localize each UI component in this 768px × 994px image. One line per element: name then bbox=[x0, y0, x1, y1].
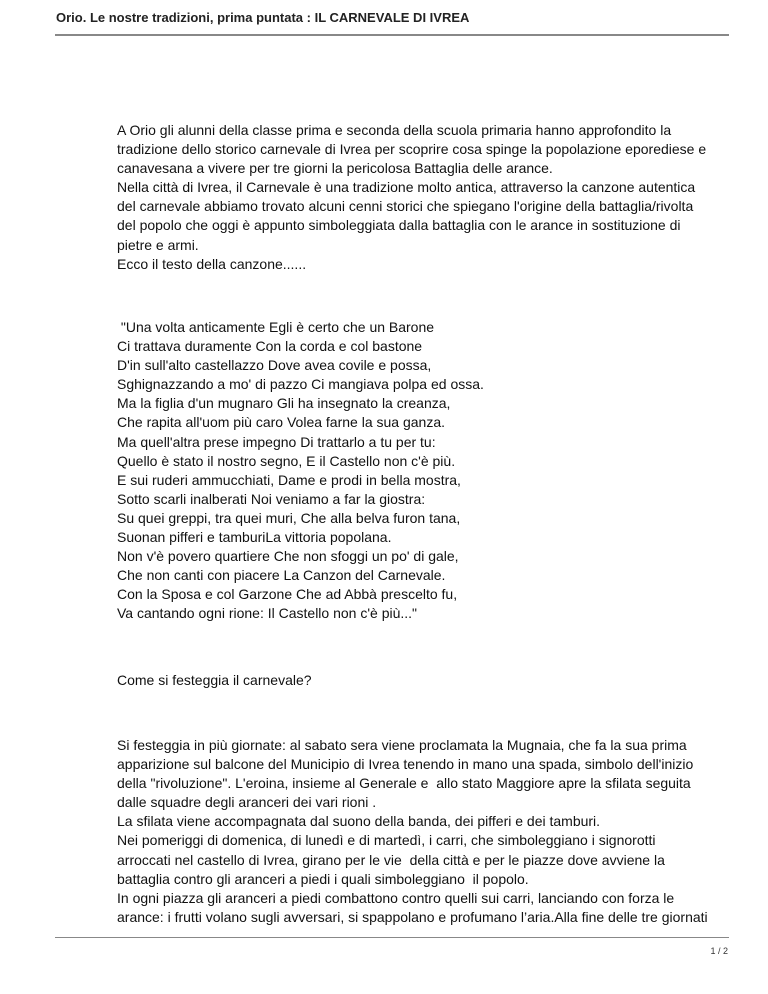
text-line: del popolo che oggi è appunto simboleggiata dalla battaglia con le arance in sostituzione di bbox=[117, 217, 681, 234]
text-line: apparizione sul balcone del Municipio di Ivrea tenendo in mano una spada, simbolo dell'inizio bbox=[117, 756, 694, 773]
text-line: Ma la figlia d'un mugnaro Gli ha insegnato la creanza, bbox=[117, 395, 451, 412]
intro-paragraph bbox=[117, 121, 706, 274]
text-line: Nella città di Ivrea, il Carnevale è una tradizione molto antica, attraverso la canzone autentica bbox=[117, 179, 696, 196]
text-line: A Orio gli alunni della classe prima e seconda della scuola primaria hanno approfondito la bbox=[117, 122, 672, 138]
text-line: Ecco il testo della canzone...... bbox=[117, 255, 307, 272]
text-line: Nei pomeriggi di domenica, di lunedì e di martedì, i carri, che simboleggiano i signorotti bbox=[117, 832, 656, 849]
text-line: Quello è stato il nostro segno, E il Castello non c'è più. bbox=[117, 452, 456, 469]
text-line: D'in sull'alto castellazzo Dove avea covile e possa, bbox=[117, 357, 432, 374]
text-line: Ci trattava duramente Con la corda e col bastone bbox=[117, 338, 423, 355]
header-divider bbox=[55, 34, 729, 36]
text-line: Che non canti con piacere La Canzon del Carnevale. bbox=[117, 567, 446, 584]
text-line: Si festeggia in più giornate: al sabato sera viene proclamata la Mugnaia, che fa la sua prima bbox=[117, 737, 687, 753]
text-line: Non v'è povero quartiere Che non sfoggi un po' di gale, bbox=[117, 548, 459, 565]
text-line: della "rivoluzione". L'eroina, insieme al Generale e allo stato Maggiore apre la sfilata seguita bbox=[117, 775, 691, 792]
text-line: Suonan pifferi e tamburiLa vittoria popolana. bbox=[117, 529, 392, 546]
text-line: Su quei greppi, tra quei muri, Che alla belva furon tana, bbox=[117, 509, 461, 526]
text-line: Ma quell'altra prese impegno Di trattarlo a tu per tu: bbox=[117, 433, 436, 450]
footer-divider bbox=[55, 937, 729, 938]
text-line: arance: i frutti volano sugli avversari, si spappolano e profumano l’aria.Alla fine delle tre giornati bbox=[117, 908, 708, 925]
page-number: 1 / 2 bbox=[710, 946, 728, 956]
text-line: tradizione dello storico carnevale di Ivrea per scoprire cosa spinge la popolazione eporediese e bbox=[117, 141, 707, 158]
text-line: Sotto scarli inalberati Noi veniamo a far la giostra: bbox=[117, 490, 426, 507]
text-line: Sghignazzando a mo' di pazzo Ci mangiava polpa ed ossa. bbox=[117, 376, 484, 393]
text-line: Con la Sposa e col Garzone Che ad Abbà prescelto fu, bbox=[117, 586, 458, 603]
text-line: "Una volta anticamente Egli è certo che un Barone bbox=[117, 319, 435, 335]
section-question: Come si festeggia il carnevale? bbox=[117, 672, 312, 688]
text-line: In ogni piazza gli aranceri a piedi combattono contro quelli sui carri, lanciando con forza le bbox=[117, 889, 675, 906]
text-line: E sui ruderi ammucchiati, Dame e prodi in bella mostra, bbox=[117, 471, 461, 488]
text-line: battaglia contro gli aranceri a piedi i quali simboleggiano il popolo. bbox=[117, 870, 529, 887]
text-line: dalle squadre degli aranceri dei vari rioni . bbox=[117, 794, 377, 811]
text-line: Che rapita all'uom più caro Volea farne la sua ganza. bbox=[117, 414, 445, 431]
text-line: pietre e armi. bbox=[117, 236, 199, 253]
text-line: arroccati nel castello di Ivrea, girano per le vie della città e per le piazze dove avviene la bbox=[117, 851, 665, 868]
text-line: canavesana a vivere per tre giorni la pericolosa Battaglia delle arance. bbox=[117, 160, 553, 177]
text-line: La sfilata viene accompagnata dal suono della banda, dei pifferi e dei tamburi. bbox=[117, 813, 601, 830]
text-line: del carnevale abbiamo trovato alcuni cenni storici che spiegano l'origine della battaglia/rivolta bbox=[117, 198, 694, 215]
text-line: Va cantando ogni rione: Il Castello non c'è più..." bbox=[117, 605, 418, 622]
document-title: Orio. Le nostre tradizioni, prima puntata : IL CARNEVALE DI IVREA bbox=[56, 10, 470, 25]
song-lyrics bbox=[117, 318, 484, 624]
answer-paragraph bbox=[117, 736, 708, 927]
